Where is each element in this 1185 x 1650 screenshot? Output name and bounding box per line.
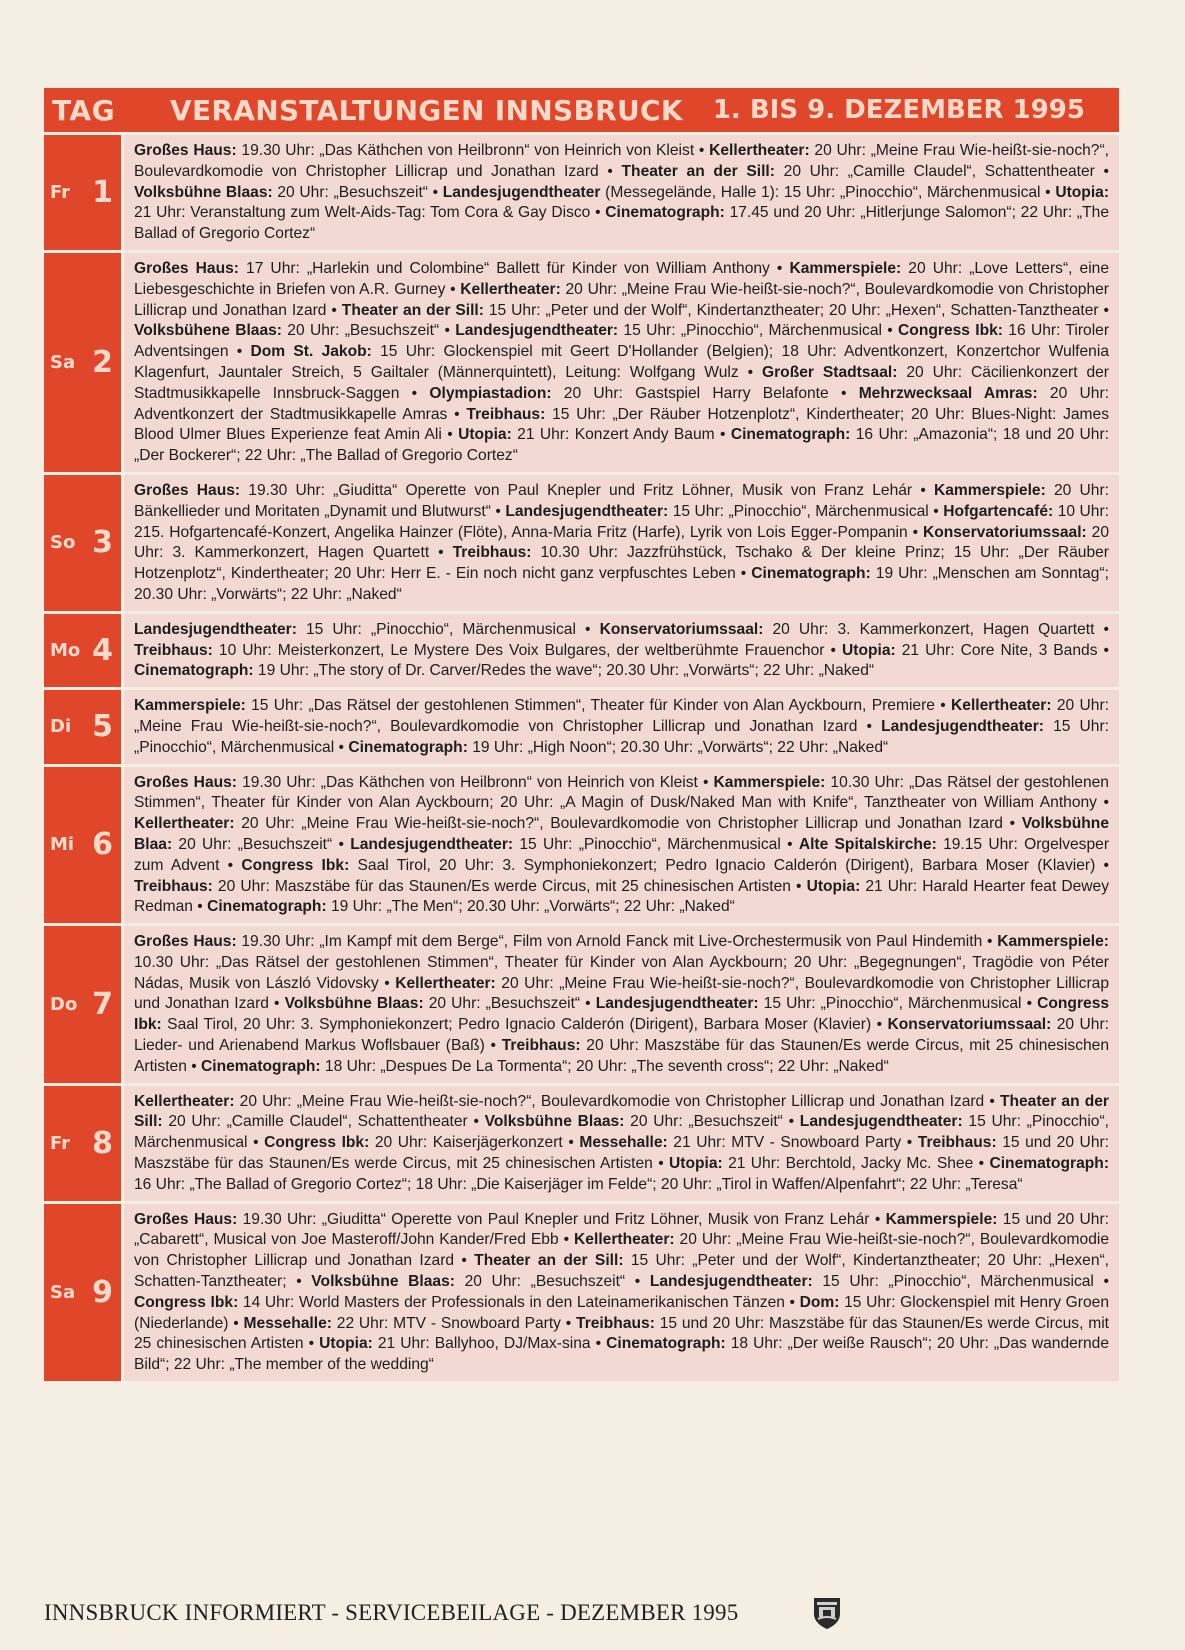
day-events: Großes Haus: 19.30 Uhr: „Das Käthchen von Heilbronn“ von Heinrich von Kleist • Kellertheater: 20 Uhr: „Meine Frau Wie-heißt-sie-noch?“, Boulevardkomodie von Christopher Lillicrap und Jonathan Izard • Theater an der Sill: 20 Uhr: „Camille Claudel“, Schattentheater • Volksbühne Blaas: 20 Uhr: „Besuchszeit“ • Landesjugendtheater (Messegelände, Halle 1): 15 Uhr: „Pinocchio“, Märchenmusical • Utopia: 21 Uhr: Veranstaltung zum Welt-Aids-Tag: Tom Cora & Gay Disco • Cinematograph: 17.45 und 20 Uhr: „Hitlerjunge Salomon“; 22 Uhr: „The Ballad of Gregorio Cortez“ — [124, 135, 1119, 250]
day-number: 8 — [92, 1125, 113, 1161]
venue-name: Utopia: — [669, 1155, 723, 1173]
event-calendar — [44, 88, 1119, 1381]
day-label — [44, 475, 121, 611]
day-row — [44, 253, 1119, 472]
event-details: 19 Uhr: „High Noon“; 20.30 Uhr: „Vorwärts“; 22 Uhr: „Naked“ — [467, 738, 889, 756]
venue-name: Landesjugendtheater: — [455, 322, 619, 340]
venue-name: Theater an der Sill: — [474, 1252, 624, 1270]
venue-name: Kellertheater: — [395, 974, 496, 992]
venue-name: Congress Ibk: — [241, 856, 350, 874]
venue-name: Landesjugendtheater: — [649, 1273, 813, 1291]
event-details: 20 Uhr: Bänkellieder und Moritaten „Dynamit und Blutwurst“ — [134, 481, 1109, 520]
event-details: 15 Uhr: „Pinocchio“, Märchenmusical — [296, 620, 576, 638]
event-details: 20 Uhr: „Meine Frau Wie-heißt-sie-noch?“, Boulevardkomodie von Christopher Lillicrap und Jonathan Izard — [134, 280, 1109, 319]
venue-name: Volksbühene Blaas: — [134, 322, 282, 340]
venue-name: Olympiastadion: — [429, 384, 552, 402]
event-details: 19.30 Uhr: „Das Käthchen von Heilbronn“ von Heinrich von Kleist — [236, 142, 695, 159]
venue-name: Utopia: — [1055, 183, 1110, 201]
event-details: Saal Tirol, 20 Uhr: 3. Symphoniekonzert; Pedro Ignacio Calderón (Dirigent), Barbara Moser (Klavier) — [349, 856, 1096, 874]
event-details: 21 Uhr: MTV - Snowboard Party — [667, 1134, 902, 1152]
day-row — [44, 926, 1119, 1083]
event-details: 20 Uhr: Kaiserjägerkonzert — [369, 1134, 563, 1152]
venue-name: Mehrzwecksaal Amras: — [858, 384, 1038, 402]
day-events: Kammerspiele: 15 Uhr: „Das Rätsel der gestohlenen Stimmen“, Theater für Kinder von Alan Ayckbourn, Premiere • Kellertheater: 20 Uhr: „Meine Frau Wie-heißt-sie-noch?“, Boulevardkomodie von Christopher Lillicrap und Jonathan Izard • Landesjugendtheater: 15 Uhr: „Pinocchio“, Märchenmusical • Cinematograph: 19 Uhr: „High Noon“; 20.30 Uhr: „Vorwärts“; 22 Uhr: „Naked“ — [124, 690, 1119, 763]
venue-name: Kammerspiele: — [713, 773, 826, 791]
event-details: 10 Uhr: 215. Hofgartencafé-Konzert, Angelika Hainzer (Flöte), Anna-Maria Fritz (Harfe), Lyrik von Lois Egger-Pompanin — [134, 502, 1109, 541]
event-details: 21 Uhr: Berchtold, Jacky Mc. Shee — [722, 1155, 974, 1173]
day-events: Großes Haus: 17 Uhr: „Harlekin und Colombine“ Ballett für Kinder von William Anthony • Kammerspiele: 20 Uhr: „Love Letters“, eine Liebesgeschichte in Briefen von A.R. Gurney • Kellertheater: 20 Uhr: „Meine Frau Wie-heißt-sie-noch?“, Boulevardkomodie von Christopher Lillicrap und Jonathan Izard • Theater an der Sill: 15 Uhr: „Peter und der Wolf“, Kindertanztheater; 20 Uhr: „Hexen“, Schatten-Tanztheater • Volksbühene Blaas: 20 Uhr: „Besuchszeit“ • Landesjugendtheater: 15 Uhr: „Pinocchio“, Märchenmusical • Congress Ibk: 16 Uhr: Tiroler Adventsingen • Dom St. Jakob: 15 Uhr: Glockenspiel mit Geert D'Hollander (Belgien); 18 Uhr: Adventkonzert, Konzertchor Wulfenia Klagenfurt, Jauntaler Streich, 5 Gailtaler (Männerquintett), Leitung: Wolfgang Wulz • Großer Stadtsaal: 20 Uhr: Cäcilienkonzert der Stadtmusikkapelle Innsbruck-Saggen • Olympiastadion: 20 Uhr: Gastspiel Harry Belafonte • Mehrzwecksaal Amras: 20 Uhr: Adventkonzert der Stadtmusikkapelle Amras • Treibhaus: 15 Uhr: „Der Räuber Hotzenplotz“, Kindertheater; 20 Uhr: Blues-Night: James Blood Ulmer Blues Experienze feat Amin Ali • Utopia: 21 Uhr: Konzert Andy Baum • Cinematograph: 16 Uhr: „Amazonia“; 18 und 20 Uhr: „Der Bockerer“; 22 Uhr: „The Ballad of Gregorio Cortez“ — [124, 253, 1119, 472]
day-column-heading: TAG — [52, 93, 116, 127]
venue-name: Kellertheater: — [951, 697, 1052, 715]
venue-name: Landesjugendtheater — [442, 183, 601, 201]
event-details: 19.30 Uhr: „Giuditta“ Operette von Paul Knepler und Fritz Löhner, Musik von Franz Lehár — [237, 1210, 870, 1228]
event-details: 20 Uhr: „Besuchszeit“ — [454, 1273, 626, 1291]
venue-name: Kellertheater: — [709, 142, 810, 159]
event-details: 20 Uhr: „Meine Frau Wie-heißt-sie-noch?“, Boulevardkomodie von Christopher Lillicrap und Jonathan Izard — [134, 1231, 1110, 1270]
weekday-name: Fr — [50, 181, 71, 203]
day-events: Großes Haus: 19.30 Uhr: „Im Kampf mit dem Berge“, Film von Arnold Fanck mit Live-Orchestermusik von Paul Hindemith • Kammerspiele: 10.30 Uhr: „Das Rätsel der gestohlenen Stimmen“, Theater für Kinder von Alan Ayckbourn; 20 Uhr: „Begegnungen“, Tragödie von Péter Nádas, Musik von László Vidovsky • Kellertheater: 20 Uhr: „Meine Frau Wie-heißt-sie-noch?“, Boulevardkomodie von Christopher Lillicrap und Jonathan Izard • Volksbühne Blaas: 20 Uhr: „Besuchszeit“ • Landesjugendtheater: 15 Uhr: „Pinocchio“, Märchenmusical • Congress Ibk: Saal Tirol, 20 Uhr: 3. Symphoniekonzert; Pedro Ignacio Calderón (Dirigent), Barbara Moser (Klavier) • Konservatoriumssaal: 20 Uhr: Lieder- und Arienabend Markus Woflsbauer (Baß) • Treibhaus: 20 Uhr: Maszstäbe für das Staunen/Es werde Circus, mit 25 chinesischen Artisten • Cinematograph: 18 Uhr: „Despues De La Tormenta“; 20 Uhr: „The seventh cross“; 22 Uhr: „Naked“ — [124, 926, 1119, 1083]
event-details: 20 Uhr: Maszstäbe für das Staunen/Es werde Circus, mit 25 chinesischen Artisten — [134, 1037, 1110, 1075]
venue-name: Konservatoriumssaal: — [599, 620, 764, 638]
venue-name: Landesjugendtheater: — [595, 995, 759, 1013]
day-label — [44, 614, 121, 687]
event-details: 20 Uhr: „Camille Claudel“, Schattentheater — [774, 162, 1095, 180]
venue-name: Cinematograph: — [605, 204, 725, 222]
venue-name: Treibhaus: — [134, 877, 213, 895]
event-details: 19.30 Uhr: „Giuditta“ Operette von Paul Knepler und Fritz Löhner, Musik von Franz Lehár — [240, 481, 913, 499]
event-details: 20 Uhr: „Besuchszeit“ — [624, 1113, 783, 1131]
venue-name: Utopia: — [842, 641, 896, 659]
weekday-name: Fr — [50, 1132, 71, 1154]
day-label — [44, 253, 121, 472]
venue-name: Großes Haus: — [134, 773, 238, 791]
venue-name: Kellertheater: — [460, 280, 561, 298]
venue-name: Kellertheater: — [134, 1092, 235, 1110]
venue-name: Cinematograph: — [606, 1335, 726, 1353]
day-label — [44, 690, 121, 763]
venue-name: Alte Spitalskirche: — [798, 835, 937, 853]
event-details: 20 Uhr: „Meine Frau Wie-heißt-sie-noch?“, Boulevardkomodie von Christopher Lillicrap und Jonathan Izard — [134, 974, 1110, 1013]
event-details: 17 Uhr: „Harlekin und Colombine“ Ballett für Kinder von William Anthony — [238, 259, 770, 277]
event-details: 15 Uhr: Glockenspiel mit Henry Groen (Niederlande) — [134, 1293, 1110, 1332]
venue-name: Landesjugendtheater: — [799, 1113, 963, 1131]
venue-name: Kammerspiele: — [933, 481, 1046, 499]
venue-name: Großes Haus: — [134, 933, 237, 951]
event-details: 10 Uhr: Meisterkonzert, Le Mystere Des Voix Bulgares, der weltberühmte Frauenchor — [212, 641, 825, 659]
venue-name: Dom St. Jakob: — [250, 343, 372, 361]
day-label — [44, 1204, 121, 1381]
venue-name: Volksbühne Blaas: — [284, 995, 424, 1013]
event-details: 19 Uhr: „The Men“; 20.30 Uhr: „Vorwärts“; 22 Uhr: „Naked“ — [326, 898, 735, 916]
event-details: 15 Uhr: Glockenspiel mit Geert D'Hollander (Belgien); 18 Uhr: Adventkonzert, Konzertchor Wulfenia Klagenfurt, Jauntaler Streich, 5 Gailtaler (Männerquintett), Leitung: Wolfgang Wulz — [134, 343, 1109, 381]
event-details: 20 Uhr: Maszstäbe für das Staunen/Es werde Circus, mit 25 chinesischen Artisten — [212, 877, 791, 895]
day-events: Großes Haus: 19.30 Uhr: „Das Käthchen von Heilbronn“ von Heinrich von Kleist • Kammerspiele: 10.30 Uhr: „Das Rätsel der gestohlenen Stimmen“, Theater für Kinder von Alan Ayckbourn; 20 Uhr: „A Magin of Dusk/Naked Man with Knife“, Tanztheater von William Anthony • Kellertheater: 20 Uhr: „Meine Frau Wie-heißt-sie-noch?“, Boulevardkomodie von Christopher Lillicrap und Jonathan Izard • Volksbühne Blaa: 20 Uhr: „Besuchszeit“ • Landesjugendtheater: 15 Uhr: „Pinocchio“, Märchenmusical • Alte Spitalskirche: 19.15 Uhr: Orgelvesper zum Advent • Congress Ibk: Saal Tirol, 20 Uhr: 3. Symphoniekonzert; Pedro Ignacio Calderón (Dirigent), Barbara Moser (Klavier) • Treibhaus: 20 Uhr: Maszstäbe für das Staunen/Es werde Circus, mit 25 chinesischen Artisten • Utopia: 21 Uhr: Harald Hearter feat Dewey Redman • Cinematograph: 19 Uhr: „The Men“; 20.30 Uhr: „Vorwärts“; 22 Uhr: „Naked“ — [124, 767, 1119, 924]
venue-name: Theater an der Sill: — [621, 162, 775, 180]
venue-name: Congress Ibk: — [134, 995, 1110, 1034]
event-details: 10.30 Uhr: „Das Rätsel der gestohlenen Stimmen“, Theater für Kinder von Alan Ayckbourn; 20 Uhr: „Begegnungen“, Tragödie von Péter Nádas, Musik von László Vidovsky — [134, 953, 1109, 992]
day-row — [44, 614, 1119, 687]
event-details: 20 Uhr: Cäcilienkonzert der Stadtmusikkapelle Innsbruck-Saggen — [134, 363, 1110, 402]
day-number: 3 — [92, 525, 113, 561]
event-details: 20 Uhr: „Meine Frau Wie-heißt-sie-noch?“, Boulevardkomodie von Christopher Lillicrap und Jonathan Izard — [234, 815, 1003, 833]
venue-name: Treibhaus: — [452, 544, 532, 562]
day-number: 9 — [92, 1274, 113, 1310]
venue-name: Cinematograph: — [730, 426, 851, 444]
venue-name: Congress Ibk: — [898, 322, 1003, 340]
event-details: 15 Uhr: „Pinocchio“, Märchenmusical — [668, 502, 929, 520]
weekday-name: Do — [50, 993, 78, 1015]
venue-name: Kammerspiele: — [997, 933, 1109, 951]
weekday-name: Di — [50, 716, 72, 738]
event-details: 20 Uhr: „Meine Frau Wie-heißt-sie-noch?“, Boulevardkomodie von Christopher Lillicrap und Jonathan Izard — [134, 142, 1109, 180]
venue-name: Treibhaus: — [134, 641, 213, 659]
event-details: 21 Uhr: Core Nite, 3 Bands — [895, 641, 1098, 659]
day-number: 6 — [92, 827, 113, 863]
event-details: 20 Uhr: Lieder- und Arienabend Markus Woflsbauer (Baß) — [134, 1016, 1109, 1055]
venue-name: Kammerspiele: — [885, 1210, 998, 1228]
venue-name: Kellertheater: — [134, 815, 235, 833]
calendar-date-range: 1. BIS 9. DEZEMBER 1995 — [712, 95, 1085, 125]
event-details: 21 Uhr: Konzert Andy Baum — [511, 426, 715, 444]
venue-name: Kellertheater: — [574, 1231, 675, 1249]
venue-name: Großes Haus: — [134, 1210, 238, 1228]
day-events: Großes Haus: 19.30 Uhr: „Giuditta“ Operette von Paul Knepler und Fritz Löhner, Musik von Franz Lehár • Kammerspiele: 15 und 20 Uhr: „Cabarett“, Musical von Joe Masteroff/John Kander/Fred Ebb • Kellertheater: 20 Uhr: „Meine Frau Wie-heißt-sie-noch?“, Boulevardkomodie von Christopher Lillicrap und Jonathan Izard • Theater an der Sill: 15 Uhr: „Peter und der Wolf“, Kindertanztheater; 20 Uhr: „Hexen“, Schatten-Tanztheater; • Volksbühne Blaas: 20 Uhr: „Besuchszeit“ • Landesjugendtheater: 15 Uhr: „Pinocchio“, Märchenmusical • Congress Ibk: 14 Uhr: World Masters der Professionals in den Lateinamerikanischen Tänzen • Dom: 15 Uhr: Glockenspiel mit Henry Groen (Niederlande) • Messehalle: 22 Uhr: MTV - Snowboard Party • Treibhaus: 15 und 20 Uhr: Maszstäbe für das Staunen/Es werde Circus, mit 25 chinesischen Artisten • Utopia: 21 Uhr: Ballyhoo, DJ/Max-sina • Cinematograph: 18 Uhr: „Der weiße Rausch“; 20 Uhr: „Das wandernde Bild“; 22 Uhr: „The member of the wedding“ — [124, 1204, 1119, 1381]
venue-name: Hofgartencafé: — [943, 502, 1054, 520]
event-details: Saal Tirol, 20 Uhr: 3. Symphoniekonzert; Pedro Ignacio Calderón (Dirigent), Barbara Moser (Klavier) — [161, 1016, 872, 1034]
event-details: 20 Uhr: 3. Kammerkonzert, Hagen Quartett — [134, 523, 1109, 562]
event-details: 21 Uhr: Ballyhoo, DJ/Max-sina — [372, 1335, 591, 1353]
venue-name: Landesjugendtheater: — [505, 502, 669, 520]
event-details: 18 Uhr: „Der weiße Rausch“; 20 Uhr: „Das wandernde Bild“; 22 Uhr: „The member of the wedding“ — [134, 1335, 1110, 1374]
event-details: 19.15 Uhr: Orgelvesper zum Advent — [134, 835, 1110, 874]
event-details: 15 Uhr: „Peter und der Wolf“, Kindertanztheater; 20 Uhr: „Hexen“, Schatten-Tanztheater; — [134, 1252, 1110, 1291]
weekday-name: Sa — [50, 1281, 76, 1303]
calendar-title: VERANSTALTUNGEN INNSBRUCK — [170, 93, 683, 127]
venue-name: Volksbühne Blaas: — [134, 183, 273, 201]
day-events: Landesjugendtheater: 15 Uhr: „Pinocchio“, Märchenmusical • Konservatoriumssaal: 20 Uhr: 3. Kammerkonzert, Hagen Quartett • Treibhaus: 10 Uhr: Meisterkonzert, Le Mystere Des Voix Bulgares, der weltberühmte Frauenchor • Utopia: 21 Uhr: Core Nite, 3 Bands • Cinematograph: 19 Uhr: „The story of Dr. Carver/Redes the wave“; 20.30 Uhr: „Vorwärts“; 22 Uhr: „Naked“ — [124, 614, 1119, 687]
venue-name: Kammerspiele: — [789, 259, 902, 277]
venue-name: Konservatoriumssaal: — [922, 523, 1087, 541]
day-number: 7 — [92, 986, 113, 1022]
event-details: 18 Uhr: „Despues De La Tormenta“; 20 Uhr: „The seventh cross“; 22 Uhr: „Naked“ — [320, 1057, 889, 1075]
venue-name: Landesjugendtheater: — [134, 620, 297, 638]
day-label — [44, 926, 121, 1083]
day-events: Großes Haus: 19.30 Uhr: „Giuditta“ Operette von Paul Knepler und Fritz Löhner, Musik von Franz Lehár • Kammerspiele: 20 Uhr: Bänkellieder und Moritaten „Dynamit und Blutwurst“ • Landesjugendtheater: 15 Uhr: „Pinocchio“, Märchenmusical • Hofgartencafé: 10 Uhr: 215. Hofgartencafé-Konzert, Angelika Hainzer (Flöte), Anna-Maria Fritz (Harfe), Lyrik von Lois Egger-Pompanin • Konservatoriumssaal: 20 Uhr: 3. Kammerkonzert, Hagen Quartett • Treibhaus: 10.30 Uhr: Jazzfrühstück, Tschako & Der kleine Prinz; 15 Uhr: „Der Räuber Hotzenplotz“, Kindertheater; 20 Uhr: Herr E. - Ein noch nicht ganz verpfuschtes Leben • Cinematograph: 19 Uhr: „Menschen am Sonntag“; 20.30 Uhr: „Vorwärts“; 22 Uhr: „Naked“ — [124, 475, 1119, 611]
event-details: 15 Uhr: „Pinocchio“, Märchenmusical — [134, 1113, 1110, 1152]
event-details: 20 Uhr: „Meine Frau Wie-heißt-sie-noch?“, Boulevardkomodie von Christopher Lillicrap und Jonathan Izard — [234, 1092, 985, 1110]
venue-name: Landesjugendtheater: — [350, 835, 514, 853]
venue-name: Theater an der Sill: — [341, 301, 484, 319]
venue-name: Treibhaus: — [466, 405, 546, 423]
event-details: 20 Uhr: „Camille Claudel“, Schattentheater — [162, 1113, 468, 1131]
venue-name: Großes Haus: — [134, 481, 241, 499]
event-details: 15 Uhr: „Pinocchio“, Märchenmusical — [758, 995, 1022, 1013]
event-details: 10.30 Uhr: „Das Rätsel der gestohlenen Stimmen“, Theater für Kinder von Alan Ayckbourn; 20 Uhr: „A Magin of Dusk/Naked Man with Knife“, Tanztheater von William Anthony — [134, 773, 1109, 812]
venue-name: Utopia: — [458, 426, 512, 444]
event-details: 14 Uhr: World Masters der Professionals in den Lateinamerikanischen Tänzen — [238, 1293, 785, 1311]
day-number: 2 — [92, 344, 113, 380]
event-details: 20 Uhr: „Love Letters“, eine Liebesgeschichte in Briefen von A.R. Gurney — [134, 259, 1110, 298]
event-details: 20 Uhr: „Besuchszeit“ — [272, 183, 428, 201]
event-details: 15 und 20 Uhr: Maszstäbe für das Staunen/Es werde Circus, mit 25 chinesischen Artisten — [134, 1134, 1110, 1173]
event-details: 20 Uhr: „Meine Frau Wie-heißt-sie-noch?“, Boulevardkomodie von Christopher Lillicrap und Jonathan Izard — [134, 697, 1109, 735]
venue-name: Landesjugendtheater: — [881, 717, 1044, 735]
event-details: 15 Uhr: „Pinocchio“, Märchenmusical — [134, 717, 1109, 756]
event-details: 20 Uhr: „Besuchszeit“ — [282, 322, 440, 340]
venue-name: Congress Ibk: — [264, 1134, 370, 1152]
venue-name: Volksbühne Blaas: — [484, 1113, 625, 1131]
venue-name: Messehalle: — [243, 1314, 332, 1332]
event-details: 15 Uhr: „Das Rätsel der gestohlenen Stimmen“, Theater für Kinder von Alan Ayckbourn, Premiere — [245, 697, 935, 715]
venue-name: Cinematograph: — [201, 1057, 321, 1075]
day-row — [44, 135, 1119, 250]
event-details: 19.30 Uhr: „Im Kampf mit dem Berge“, Film von Arnold Fanck mit Live-Orchestermusik von Paul Hindemith — [236, 933, 983, 951]
event-details: 17.45 und 20 Uhr: „Hitlerjunge Salomon“; 22 Uhr: „The Ballad of Gregorio Cortez“ — [134, 204, 1109, 243]
event-details: 16 Uhr: Tiroler Adventsingen — [134, 322, 1110, 361]
venue-name: Cinematograph: — [207, 898, 327, 916]
venue-name: Utopia: — [319, 1335, 373, 1353]
day-row — [44, 475, 1119, 611]
event-details: 19 Uhr: „Menschen am Sonntag“; 20.30 Uhr: „Vorwärts“; 22 Uhr: „Naked“ — [134, 565, 1110, 603]
venue-name: Treibhaus: — [501, 1037, 581, 1055]
event-details: 16 Uhr: „Amazonia“; 18 und 20 Uhr: „Der Bockerer“; 22 Uhr: „The Ballad of Gregorio Cortez“ — [134, 426, 1110, 465]
venue-name: Cinematograph: — [989, 1155, 1110, 1173]
event-details: 19 Uhr: „The story of Dr. Carver/Redes the wave“; 20.30 Uhr: „Vorwärts“; 22 Uhr: „Naked“ — [253, 662, 875, 680]
venue-name: Theater an der Sill: — [134, 1092, 1109, 1131]
city-crest-icon — [812, 1596, 842, 1630]
venue-name: Cinematograph: — [348, 738, 468, 756]
venue-name: Dom: — [799, 1293, 840, 1311]
event-details: 20 Uhr: Adventkonzert der Stadtmusikkapelle Amras — [134, 384, 1109, 423]
day-label — [44, 767, 121, 924]
venue-name: Utopia: — [806, 877, 861, 895]
venue-name: Volksbühne Blaas: — [311, 1273, 455, 1291]
day-number: 5 — [92, 709, 113, 745]
event-details: 19.30 Uhr: „Das Käthchen von Heilbronn“ von Heinrich von Kleist — [237, 773, 698, 791]
venue-name: Konservatoriumssaal: — [887, 1016, 1052, 1034]
venue-name: Kammerspiele: — [134, 697, 246, 715]
weekday-name: Mo — [50, 639, 81, 661]
event-details: 20 Uhr: Gastspiel Harry Belafonte — [551, 384, 829, 402]
event-details: 20 Uhr: 3. Kammerkonzert, Hagen Quartett — [763, 620, 1095, 638]
venue-name: Großer Stadtsaal: — [761, 363, 898, 381]
event-details: 21 Uhr: Harald Hearter feat Dewey Redman — [134, 877, 1110, 916]
day-label — [44, 135, 121, 250]
day-row — [44, 1086, 1119, 1201]
day-label — [44, 1086, 121, 1201]
venue-name: Treibhaus: — [917, 1134, 997, 1152]
venue-name: Volksbühne Blaa: — [134, 815, 1109, 853]
event-details: 15 Uhr: „Peter und der Wolf“, Kindertanztheater; 20 Uhr: „Hexen“, Schatten-Tanztheater — [483, 301, 1099, 319]
weekday-name: So — [50, 532, 76, 554]
event-details: 15 und 20 Uhr: „Cabarett“, Musical von Joe Masteroff/John Kander/Fred Ebb — [134, 1210, 1109, 1249]
event-details: 20 Uhr: „Besuchszeit“ — [172, 835, 333, 853]
event-details: 15 Uhr: „Pinocchio“, Märchenmusical — [618, 322, 882, 340]
day-row — [44, 690, 1119, 763]
venue-name: Treibhaus: — [576, 1314, 655, 1332]
event-details: 10.30 Uhr: Jazzfrühstück, Tschako & Der kleine Prinz; 15 Uhr: „Der Räuber Hotzenplotz“, Kindertheater; 20 Uhr: Herr E. - Ein noch nicht ganz verpfuschtes Leben — [134, 544, 1109, 583]
event-details: 16 Uhr: „The Ballad of Gregorio Cortez“; 18 Uhr: „Die Kaiserjäger im Felde“; 20 Uhr: „Tirol in Waffen/Alpenfahrt“; 22 Uhr: „Teresa“ — [134, 1175, 1023, 1193]
venue-name: Großes Haus: — [134, 259, 239, 277]
weekday-name: Mi — [50, 834, 75, 856]
day-number: 1 — [92, 174, 113, 210]
venue-name: Großes Haus: — [134, 142, 237, 159]
venue-name: Congress Ibk: — [134, 1293, 239, 1311]
event-details: (Messegelände, Halle 1): 15 Uhr: „Pinocchio“, Märchenmusical — [600, 183, 1041, 201]
venue-name: Messehalle: — [579, 1134, 668, 1152]
event-details: 21 Uhr: Veranstaltung zum Welt-Aids-Tag: Tom Cora & Gay Disco — [134, 204, 591, 222]
venue-name: Cinematograph: — [751, 565, 871, 583]
day-row — [44, 1204, 1119, 1381]
day-events: Kellertheater: 20 Uhr: „Meine Frau Wie-heißt-sie-noch?“, Boulevardkomodie von Christopher Lillicrap und Jonathan Izard • Theater an der Sill: 20 Uhr: „Camille Claudel“, Schattentheater • Volksbühne Blaas: 20 Uhr: „Besuchszeit“ • Landesjugendtheater: 15 Uhr: „Pinocchio“, Märchenmusical • Congress Ibk: 20 Uhr: Kaiserjägerkonzert • Messehalle: 21 Uhr: MTV - Snowboard Party • Treibhaus: 15 und 20 Uhr: Maszstäbe für das Staunen/Es werde Circus, mit 25 chinesischen Artisten • Utopia: 21 Uhr: Berchtold, Jacky Mc. Shee • Cinematograph: 16 Uhr: „The Ballad of Gregorio Cortez“; 18 Uhr: „Die Kaiserjäger im Felde“; 20 Uhr: „Tirol in Waffen/Alpenfahrt“; 22 Uhr: „Teresa“ — [124, 1086, 1119, 1201]
weekday-name: Sa — [50, 351, 76, 373]
day-row — [44, 767, 1119, 924]
event-details: 22 Uhr: MTV - Snowboard Party — [331, 1314, 561, 1332]
day-rows — [44, 135, 1119, 1381]
event-details: 15 Uhr: „Pinocchio“, Märchenmusical — [513, 835, 781, 853]
event-details: 15 und 20 Uhr: Maszstäbe für das Staunen/Es werde Circus, mit 25 chinesischen Artisten — [134, 1314, 1109, 1353]
event-details: 15 Uhr: „Der Räuber Hotzenplotz“, Kindertheater; 20 Uhr: Blues-Night: James Blood Ulmer Blues Experienze feat Amin Ali — [134, 405, 1110, 444]
day-number: 4 — [92, 632, 113, 668]
event-details: 15 Uhr: „Pinocchio“, Märchenmusical — [812, 1273, 1094, 1291]
page-footer: INNSBRUCK INFORMIERT - SERVICEBEILAGE - DEZEMBER 1995 — [44, 1600, 739, 1625]
calendar-header — [44, 88, 1119, 132]
event-details: 20 Uhr: „Besuchszeit“ — [423, 995, 581, 1013]
venue-name: Cinematograph: — [134, 662, 254, 680]
